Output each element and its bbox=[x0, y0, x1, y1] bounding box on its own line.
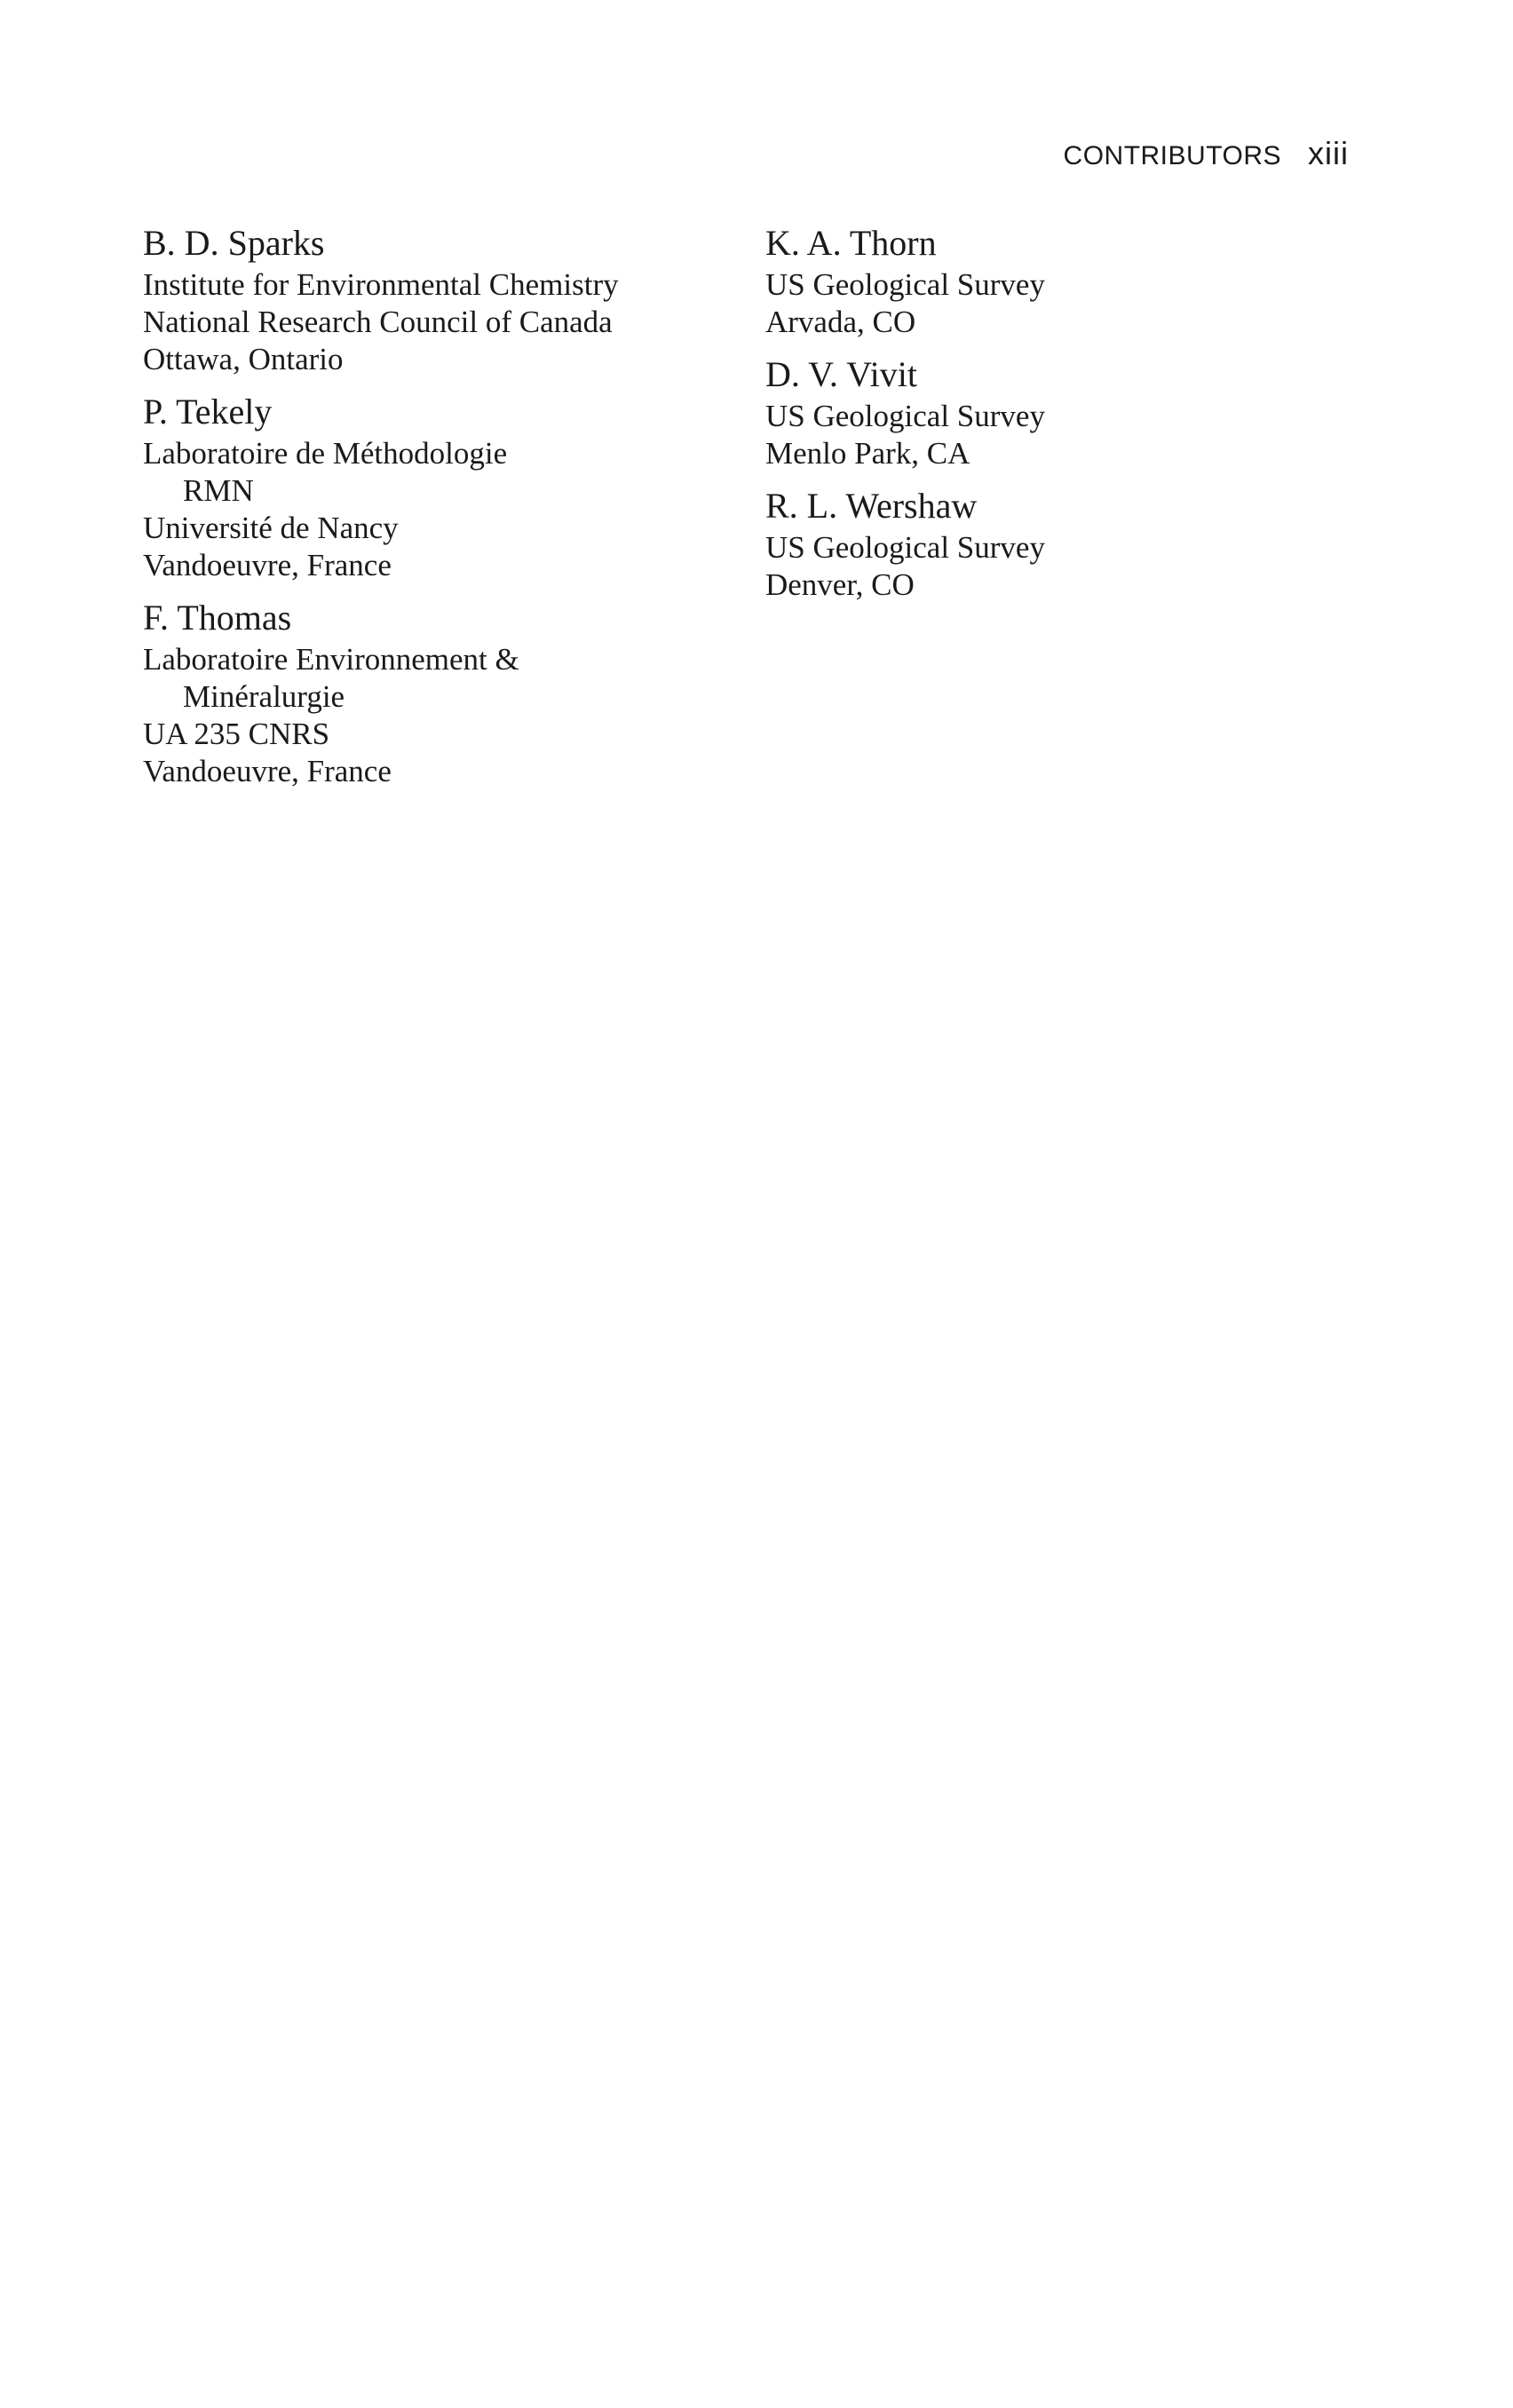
contributors-left-column bbox=[143, 222, 720, 796]
contributor-entry bbox=[765, 222, 1343, 341]
affiliation-line: US Geological Survey bbox=[765, 399, 1045, 433]
affiliation-line: Denver, CO bbox=[765, 567, 915, 602]
contributor-entry bbox=[765, 353, 1343, 472]
running-head bbox=[1064, 135, 1349, 172]
contributor-name: P. Tekely bbox=[143, 392, 273, 432]
affiliation-line-continuation: RMN bbox=[183, 473, 254, 508]
affiliation-line: UA 235 CNRS bbox=[143, 717, 330, 751]
contributors-right-column bbox=[765, 222, 1343, 609]
affiliation-line: Ottawa, Ontario bbox=[143, 342, 344, 376]
affiliation-line: Laboratoire de Méthodologie bbox=[143, 436, 508, 471]
contributor-entry bbox=[143, 597, 720, 790]
contributor-entry bbox=[143, 222, 720, 378]
contributor-entry bbox=[765, 485, 1343, 604]
affiliation-line: Vandoeuvre, France bbox=[143, 548, 392, 582]
affiliation-line-continuation: Minéralurgie bbox=[183, 679, 345, 714]
contributor-name: F. Thomas bbox=[143, 598, 292, 638]
contributor-name: K. A. Thorn bbox=[765, 223, 937, 263]
affiliation-line: Laboratoire Environnement & bbox=[143, 642, 519, 677]
contributor-name: B. D. Sparks bbox=[143, 223, 325, 263]
affiliation-line: National Research Council of Canada bbox=[143, 305, 613, 339]
affiliation-line: Vandoeuvre, France bbox=[143, 754, 392, 788]
affiliation-line: US Geological Survey bbox=[765, 530, 1045, 565]
affiliation-line: Institute for Environmental Chemistry bbox=[143, 267, 619, 302]
affiliation-line: Menlo Park, CA bbox=[765, 436, 970, 471]
running-head-section: CONTRIBUTORS bbox=[1063, 141, 1281, 170]
page-number: xiii bbox=[1308, 135, 1349, 171]
contributor-entry bbox=[143, 391, 720, 584]
affiliation-line: Université de Nancy bbox=[143, 511, 399, 545]
contributor-name: R. L. Wershaw bbox=[765, 486, 978, 526]
affiliation-line: US Geological Survey bbox=[765, 267, 1045, 302]
affiliation-line: Arvada, CO bbox=[765, 305, 916, 339]
contributor-name: D. V. Vivit bbox=[765, 354, 917, 394]
